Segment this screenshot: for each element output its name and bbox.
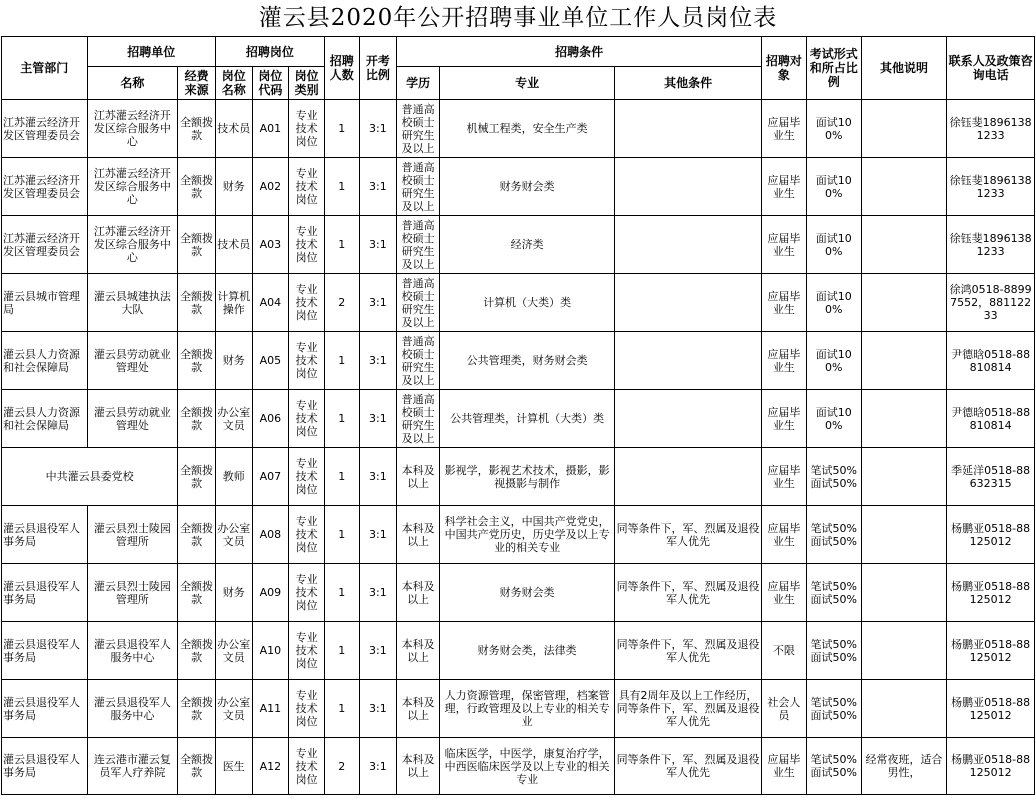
cell-major: 经济类 — [440, 216, 615, 274]
cell-type: 专业技术岗位 — [289, 332, 325, 390]
cell-ratio: 3:1 — [359, 332, 397, 390]
cell-remark — [861, 274, 947, 332]
cell-other — [615, 448, 762, 506]
cell-major: 财务财会类，法律类 — [440, 622, 615, 680]
cell-edu: 本科及以上 — [397, 680, 440, 738]
header-major: 专业 — [440, 67, 615, 100]
cell-ratio: 3:1 — [359, 216, 397, 274]
cell-ratio: 3:1 — [359, 680, 397, 738]
cell-target: 不限 — [761, 622, 806, 680]
cell-remark — [861, 390, 947, 448]
cell-unit: 江苏灌云经济开发区综合服务中心 — [87, 216, 178, 274]
cell-edu: 本科及以上 — [397, 738, 440, 795]
cell-other — [615, 158, 762, 216]
cell-edu: 普通高校硕士研究生及以上 — [397, 274, 440, 332]
cell-remark: 经常夜班，适合男性， — [861, 738, 947, 795]
header-unit-group: 招聘单位 — [87, 37, 215, 67]
cell-target: 应届毕业生 — [761, 448, 806, 506]
cell-contact: 杨鹏亚0518-88125012 — [947, 680, 1035, 738]
header-other: 其他条件 — [615, 67, 762, 100]
cell-funding: 全额拨款 — [178, 216, 216, 274]
cell-ratio: 3:1 — [359, 738, 397, 795]
cell-ratio: 3:1 — [359, 100, 397, 158]
cell-unit: 江苏灌云经济开发区综合服务中心 — [87, 100, 178, 158]
cell-other — [615, 216, 762, 274]
cell-dept: 江苏灌云经济开发区管理委员会 — [2, 158, 88, 216]
table-row — [2, 216, 1035, 274]
cell-target: 应届毕业生 — [761, 158, 806, 216]
header-post-name: 岗位名称 — [215, 67, 252, 100]
cell-target: 应届毕业生 — [761, 332, 806, 390]
cell-code: A01 — [252, 100, 289, 158]
cell-exam: 笔试50%面试50% — [806, 680, 861, 738]
cell-target: 社会人员 — [761, 680, 806, 738]
cell-count: 1 — [324, 506, 359, 564]
cell-funding: 全额拨款 — [178, 506, 216, 564]
cell-count: 1 — [324, 158, 359, 216]
cell-other: 同等条件下，军、烈属及退役军人优先 — [615, 564, 762, 622]
cell-funding: 全额拨款 — [178, 680, 216, 738]
header-unit-name: 名称 — [87, 67, 178, 100]
cell-contact: 尹德晗0518-88810814 — [947, 332, 1035, 390]
cell-ratio: 3:1 — [359, 506, 397, 564]
cell-unit: 灌云县城建执法大队 — [87, 274, 178, 332]
cell-major: 临床医学，中医学，康复治疗学，中西医临床医学及以上专业的相关专业 — [440, 738, 615, 795]
table-row — [2, 738, 1035, 795]
cell-remark — [861, 158, 947, 216]
table-row — [2, 680, 1035, 738]
cell-count: 1 — [324, 390, 359, 448]
cell-funding: 全额拨款 — [178, 622, 216, 680]
cell-type: 专业技术岗位 — [289, 390, 325, 448]
table-row — [2, 390, 1035, 448]
table-row — [2, 448, 1035, 506]
cell-post: 技术员 — [215, 100, 252, 158]
cell-dept: 灌云县退役军人事务局 — [2, 680, 88, 738]
cell-contact: 徐鸿0518-88997552，88112233 — [947, 274, 1035, 332]
cell-edu: 普通高校硕士研究生及以上 — [397, 332, 440, 390]
cell-remark — [861, 680, 947, 738]
header-target: 招聘对象 — [761, 37, 806, 100]
cell-count: 1 — [324, 564, 359, 622]
cell-post: 财务 — [215, 564, 252, 622]
cell-target: 应届毕业生 — [761, 738, 806, 795]
cell-code: A04 — [252, 274, 289, 332]
cell-type: 专业技术岗位 — [289, 158, 325, 216]
cell-code: A12 — [252, 738, 289, 795]
cell-funding: 全额拨款 — [178, 158, 216, 216]
cell-post: 办公室文员 — [215, 506, 252, 564]
header-post-type: 岗位类别 — [289, 67, 325, 100]
cell-funding: 全额拨款 — [178, 448, 216, 506]
cell-type: 专业技术岗位 — [289, 564, 325, 622]
cell-post: 计算机操作 — [215, 274, 252, 332]
cell-contact: 徐钰斐18961381233 — [947, 100, 1035, 158]
cell-target: 应届毕业生 — [761, 100, 806, 158]
cell-major: 财务财会类 — [440, 564, 615, 622]
cell-major: 影视学，影视艺术技术，摄影，影视摄影与制作 — [440, 448, 615, 506]
cell-target: 应届毕业生 — [761, 390, 806, 448]
cell-funding: 全额拨款 — [178, 564, 216, 622]
header-funding: 经费来源 — [178, 67, 216, 100]
cell-remark — [861, 100, 947, 158]
header-dept: 主管部门 — [2, 37, 88, 100]
cell-edu: 普通高校硕士研究生及以上 — [397, 158, 440, 216]
cell-major: 科学社会主义，中国共产党党史，中国共产党历史，历史学及以上专业的相关专业 — [440, 506, 615, 564]
cell-exam: 面试100% — [806, 332, 861, 390]
cell-count: 2 — [324, 274, 359, 332]
cell-unit: 连云港市灌云复员军人疗养院 — [87, 738, 178, 795]
cell-contact: 徐钰斐18961381233 — [947, 216, 1035, 274]
cell-code: A10 — [252, 622, 289, 680]
cell-type: 专业技术岗位 — [289, 506, 325, 564]
table-row — [2, 332, 1035, 390]
cell-major: 财务财会类 — [440, 158, 615, 216]
cell-edu: 普通高校硕士研究生及以上 — [397, 100, 440, 158]
cell-type: 专业技术岗位 — [289, 680, 325, 738]
header-post-group: 招聘岗位 — [215, 37, 324, 67]
cell-post: 技术员 — [215, 216, 252, 274]
cell-contact: 杨鹏亚0518-88125012 — [947, 564, 1035, 622]
cell-ratio: 3:1 — [359, 448, 397, 506]
cell-edu: 本科及以上 — [397, 564, 440, 622]
cell-remark — [861, 564, 947, 622]
cell-unit: 灌云县退役军人服务中心 — [87, 622, 178, 680]
cell-ratio: 3:1 — [359, 564, 397, 622]
cell-edu: 普通高校硕士研究生及以上 — [397, 390, 440, 448]
cell-count: 1 — [324, 216, 359, 274]
cell-exam: 面试100% — [806, 216, 861, 274]
cell-ratio: 3:1 — [359, 622, 397, 680]
cell-other — [615, 390, 762, 448]
cell-exam: 笔试50%面试50% — [806, 506, 861, 564]
cell-funding: 全额拨款 — [178, 274, 216, 332]
cell-unit: 灌云县烈士陵园管理所 — [87, 564, 178, 622]
cell-target: 应届毕业生 — [761, 564, 806, 622]
cell-code: A06 — [252, 390, 289, 448]
cell-target: 应届毕业生 — [761, 216, 806, 274]
cell-other: 具有2周年及以上工作经历，同等条件下，军、烈属及退役军人优先 — [615, 680, 762, 738]
cell-count: 2 — [324, 738, 359, 795]
cell-unit: 灌云县烈士陵园管理所 — [87, 506, 178, 564]
cell-post: 办公室文员 — [215, 622, 252, 680]
cell-type: 专业技术岗位 — [289, 216, 325, 274]
cell-edu: 本科及以上 — [397, 506, 440, 564]
cell-post: 教师 — [215, 448, 252, 506]
cell-ratio: 3:1 — [359, 390, 397, 448]
cell-post: 办公室文员 — [215, 390, 252, 448]
cell-code: A09 — [252, 564, 289, 622]
cell-other — [615, 332, 762, 390]
cell-dept: 灌云县退役军人事务局 — [2, 564, 88, 622]
cell-dept: 灌云县城市管理局 — [2, 274, 88, 332]
cell-dept: 灌云县退役军人事务局 — [2, 738, 88, 795]
cell-unit: 灌云县退役军人服务中心 — [87, 680, 178, 738]
header-contact: 联系人及政策咨询电话 — [947, 37, 1035, 100]
cell-major: 公共管理类，计算机（大类）类 — [440, 390, 615, 448]
cell-post: 医生 — [215, 738, 252, 795]
cell-funding: 全额拨款 — [178, 390, 216, 448]
positions-table — [1, 36, 1035, 795]
cell-remark — [861, 332, 947, 390]
cell-remark — [861, 448, 947, 506]
cell-post: 财务 — [215, 158, 252, 216]
cell-major: 机械工程类，安全生产类 — [440, 100, 615, 158]
cell-count: 1 — [324, 332, 359, 390]
cell-dept: 中共灌云县委党校 — [2, 448, 178, 506]
cell-type: 专业技术岗位 — [289, 100, 325, 158]
cell-exam: 面试100% — [806, 158, 861, 216]
cell-exam: 面试100% — [806, 100, 861, 158]
header-post-code: 岗位代码 — [252, 67, 289, 100]
cell-post: 财务 — [215, 332, 252, 390]
table-row — [2, 158, 1035, 216]
cell-unit: 灌云县劳动就业管理处 — [87, 390, 178, 448]
table-row — [2, 274, 1035, 332]
cell-exam: 笔试50%面试50% — [806, 448, 861, 506]
cell-count: 1 — [324, 448, 359, 506]
cell-exam: 笔试50%面试50% — [806, 564, 861, 622]
cell-type: 专业技术岗位 — [289, 274, 325, 332]
cell-count: 1 — [324, 622, 359, 680]
cell-target: 应届毕业生 — [761, 506, 806, 564]
cell-funding: 全额拨款 — [178, 100, 216, 158]
cell-type: 专业技术岗位 — [289, 738, 325, 795]
table-row — [2, 564, 1035, 622]
header-count: 招聘人数 — [324, 37, 359, 100]
table-row — [2, 622, 1035, 680]
cell-code: A08 — [252, 506, 289, 564]
cell-exam: 面试100% — [806, 274, 861, 332]
cell-exam: 面试100% — [806, 390, 861, 448]
cell-code: A02 — [252, 158, 289, 216]
cell-other: 同等条件下，军、烈属及退役军人优先 — [615, 506, 762, 564]
cell-type: 专业技术岗位 — [289, 622, 325, 680]
cell-major: 公共管理类，财务财会类 — [440, 332, 615, 390]
header-ratio: 开考比例 — [359, 37, 397, 100]
cell-ratio: 3:1 — [359, 158, 397, 216]
cell-exam: 笔试50%面试50% — [806, 622, 861, 680]
document-title: 灌云县2020年公开招聘事业单位工作人员岗位表 — [258, 5, 778, 31]
cell-dept: 灌云县人力资源和社会保障局 — [2, 390, 88, 448]
header-exam: 考试形式和所占比例 — [806, 37, 861, 100]
table-row — [2, 100, 1035, 158]
cell-edu: 普通高校硕士研究生及以上 — [397, 216, 440, 274]
cell-contact: 杨鹏亚0518-88125012 — [947, 622, 1035, 680]
cell-unit: 灌云县劳动就业管理处 — [87, 332, 178, 390]
header-edu: 学历 — [397, 67, 440, 100]
cell-dept: 江苏灌云经济开发区管理委员会 — [2, 216, 88, 274]
cell-other: 同等条件下，军、烈属及退役军人优先 — [615, 738, 762, 795]
cell-type: 专业技术岗位 — [289, 448, 325, 506]
cell-dept: 灌云县退役军人事务局 — [2, 506, 88, 564]
cell-remark — [861, 216, 947, 274]
cell-funding: 全额拨款 — [178, 738, 216, 795]
cell-dept: 灌云县退役军人事务局 — [2, 622, 88, 680]
cell-remark — [861, 506, 947, 564]
header-row-1 — [2, 37, 1035, 67]
cell-funding: 全额拨款 — [178, 332, 216, 390]
cell-contact: 季延洋0518-88632315 — [947, 448, 1035, 506]
cell-other — [615, 274, 762, 332]
cell-dept: 江苏灌云经济开发区管理委员会 — [2, 100, 88, 158]
cell-major: 人力资源管理，保密管理，档案管理，行政管理及以上专业的相关专业 — [440, 680, 615, 738]
table-row — [2, 506, 1035, 564]
header-cond-group: 招聘条件 — [397, 37, 762, 67]
cell-edu: 本科及以上 — [397, 622, 440, 680]
cell-code: A07 — [252, 448, 289, 506]
cell-contact: 徐钰斐18961381233 — [947, 158, 1035, 216]
cell-post: 办公室文员 — [215, 680, 252, 738]
cell-exam: 笔试50%面试50% — [806, 738, 861, 795]
cell-major: 计算机（大类）类 — [440, 274, 615, 332]
cell-contact: 尹德晗0518-88810814 — [947, 390, 1035, 448]
cell-dept: 灌云县人力资源和社会保障局 — [2, 332, 88, 390]
cell-edu: 本科及以上 — [397, 448, 440, 506]
cell-target: 应届毕业生 — [761, 274, 806, 332]
header-remark: 其他说明 — [861, 37, 947, 100]
cell-count: 1 — [324, 680, 359, 738]
cell-code: A11 — [252, 680, 289, 738]
cell-other — [615, 100, 762, 158]
cell-remark — [861, 622, 947, 680]
cell-ratio: 3:1 — [359, 274, 397, 332]
cell-contact: 杨鹏亚0518-88125012 — [947, 506, 1035, 564]
cell-code: A05 — [252, 332, 289, 390]
cell-unit: 江苏灌云经济开发区综合服务中心 — [87, 158, 178, 216]
cell-count: 1 — [324, 100, 359, 158]
cell-code: A03 — [252, 216, 289, 274]
cell-other: 同等条件下，军、烈属及退役军人优先 — [615, 622, 762, 680]
cell-contact: 杨鹏亚0518-88125012 — [947, 738, 1035, 795]
